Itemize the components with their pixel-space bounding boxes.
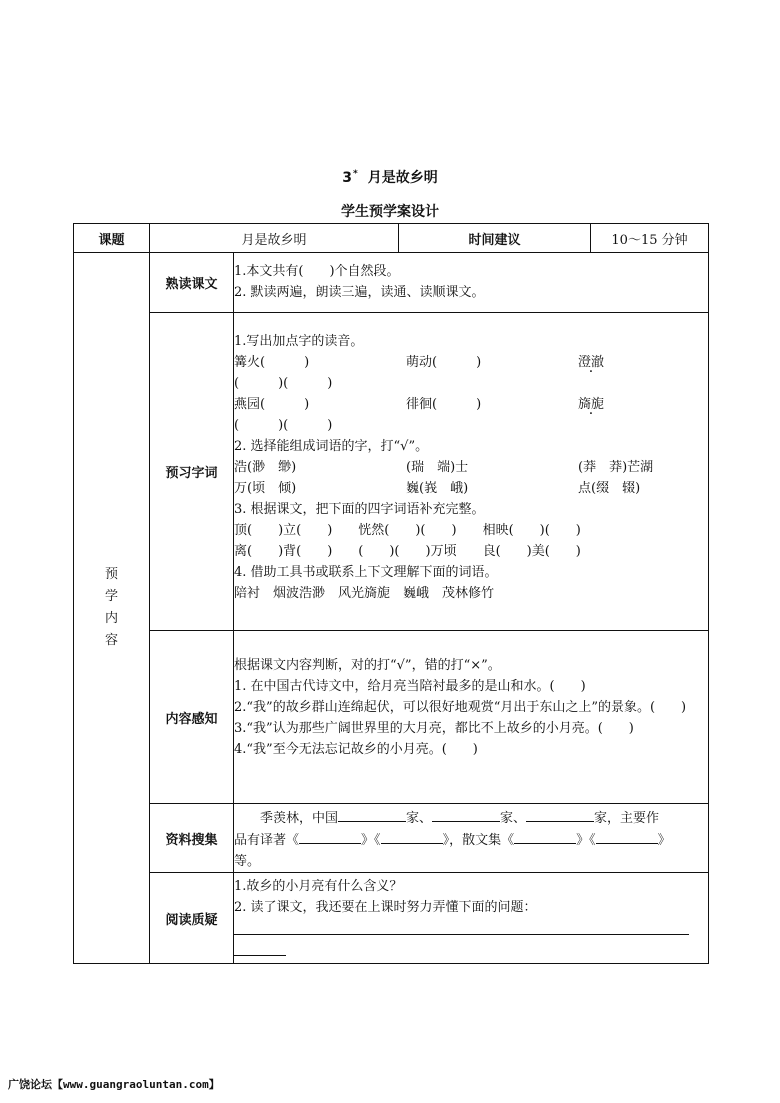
choice-item: 巍(峩 峨) <box>406 481 469 496</box>
info-text: 家，主要作 <box>594 811 660 826</box>
section-content-ziliao <box>234 804 709 873</box>
text-line: 1.本文共有( )个自然段。 <box>234 264 400 279</box>
blank-line: ( )( ) <box>234 376 333 391</box>
page-title <box>0 167 780 187</box>
side-char: 容 <box>104 633 118 648</box>
text-line: 2. 读了课文，我还要在上课时努力弄懂下面的问题： <box>234 900 537 915</box>
bracket: 《 <box>374 833 381 848</box>
header-row <box>74 224 709 253</box>
choice-item: 浩(渺 缈) <box>234 460 297 475</box>
section-row <box>74 804 709 873</box>
fill-blank[interactable] <box>514 829 576 844</box>
bracket: 》 <box>657 833 671 848</box>
text-line: 2. 默读两遍，朗读三遍，读通、读顺课文。 <box>234 285 485 300</box>
answer-line[interactable] <box>234 920 689 935</box>
side-char: 预 <box>104 567 118 582</box>
pinyin-row <box>234 394 708 415</box>
lesson-title: 月是故乡明 <box>367 170 438 186</box>
bracket: 》 <box>361 833 375 848</box>
topic-label: 课题 <box>74 224 150 253</box>
word-blank: 燕园( ) <box>234 397 310 412</box>
section-content-ganzhi <box>234 631 709 804</box>
pinyin-row <box>234 352 708 373</box>
choice-item: (莽 莽)芒湖 <box>578 460 654 475</box>
choice-item: (瑞 端)士 <box>406 460 469 475</box>
section-row <box>74 631 709 804</box>
word-list: 陪衬 烟波浩渺 风光旖旎 巍峨 茂林修竹 <box>234 586 495 601</box>
section-content-zici <box>234 313 709 631</box>
fill-blank[interactable] <box>338 807 406 822</box>
bracket: 《 <box>589 833 596 848</box>
topic-value: 月是故乡明 <box>150 224 399 253</box>
blank-line: ( )( ) <box>234 418 333 433</box>
fill-blank[interactable] <box>596 829 658 844</box>
word-blank: 篝火( ) <box>234 355 310 370</box>
time-label: 时间建议 <box>399 224 591 253</box>
time-value: 10～15 分钟 <box>591 224 709 253</box>
judge-item: 3.“我”认为那些广阔世界里的大月亮，都比不上故乡的小月亮。( ) <box>234 721 634 736</box>
section-content-shudu <box>234 253 709 313</box>
info-text: ，散文集 <box>449 833 502 848</box>
bracket: 》 <box>442 833 450 848</box>
section-label-zhiyi: 阅读质疑 <box>150 873 234 964</box>
info-text: 家、 <box>406 811 433 826</box>
judge-item: 4.“我”至今无法忘记故乡的小月亮。( ) <box>234 742 478 757</box>
fill-blank[interactable] <box>299 829 361 844</box>
bracket: 《 <box>501 833 515 848</box>
question-line: 1.写出加点字的读音。 <box>234 334 364 349</box>
word-blank: 徘徊( ) <box>406 397 482 412</box>
section-row <box>74 253 709 313</box>
judge-item: 2.“我”的故乡群山连绵起伏，可以很好地观赏“月出于东山之上”的景象。( ) <box>234 700 687 715</box>
question-line: 3. 根据课文，把下面的四字词语补充完整。 <box>234 502 485 517</box>
footer-source: 广饶论坛【www.guangraoluntan.com】 <box>8 1078 220 1091</box>
info-text: 家、 <box>500 811 527 826</box>
section-label-zici: 预习字词 <box>150 313 234 631</box>
info-text: 季羡林，中国 <box>260 811 339 826</box>
lesson-number: 3 <box>342 170 353 186</box>
judge-item: 1. 在中国古代诗文中，给月亮当陪衬最多的是山和水。( ) <box>234 679 586 694</box>
answer-line[interactable] <box>234 941 286 956</box>
info-line: 等。 <box>234 854 261 869</box>
section-row <box>74 873 709 964</box>
idiom-line: 离( )背( ) ( )( )万顷 良( )美( ) <box>234 544 581 559</box>
section-label-ganzhi: 内容感知 <box>150 631 234 804</box>
choice-row <box>234 457 708 478</box>
choice-row <box>234 478 708 499</box>
word-blank: 澄澈 · <box>578 352 604 373</box>
section-label-ziliao: 资料搜集 <box>150 804 234 873</box>
optional-mark: * <box>353 169 358 179</box>
preview-table <box>73 223 709 964</box>
choice-item: 万(顷 倾) <box>234 481 297 496</box>
info-line <box>234 807 708 829</box>
info-line <box>234 829 708 851</box>
fill-blank[interactable] <box>526 807 594 822</box>
instruction-line: 根据课文内容判断，对的打“√”，错的打“×”。 <box>234 658 501 673</box>
side-char: 内 <box>104 611 118 626</box>
word-blank: 萌动( ) <box>406 355 482 370</box>
fill-blank[interactable] <box>432 807 500 822</box>
text-line: 1.故乡的小月亮有什么含义？ <box>234 879 403 894</box>
idiom-line: 顶( )立( ) 恍然( )( ) 相映( )( ) <box>234 523 581 538</box>
page-subtitle: 学生预学案设计 <box>341 204 439 220</box>
question-line: 2. 选择能组成词语的字，打“√”。 <box>234 439 429 454</box>
choice-item: 点(缀 辍) <box>578 481 641 496</box>
bracket: 》 <box>576 833 590 848</box>
question-line: 4. 借助工具书或联系上下文理解下面的词语。 <box>234 565 498 580</box>
side-label <box>74 253 150 964</box>
side-char: 学 <box>104 589 118 604</box>
section-row <box>74 313 709 631</box>
fill-blank[interactable] <box>381 829 443 844</box>
section-label-shudu: 熟读课文 <box>150 253 234 313</box>
word-blank: 旖旎 · <box>578 394 604 415</box>
bracket: 《 <box>286 833 300 848</box>
info-text: 品有译著 <box>234 833 287 848</box>
section-content-zhiyi <box>234 873 709 964</box>
